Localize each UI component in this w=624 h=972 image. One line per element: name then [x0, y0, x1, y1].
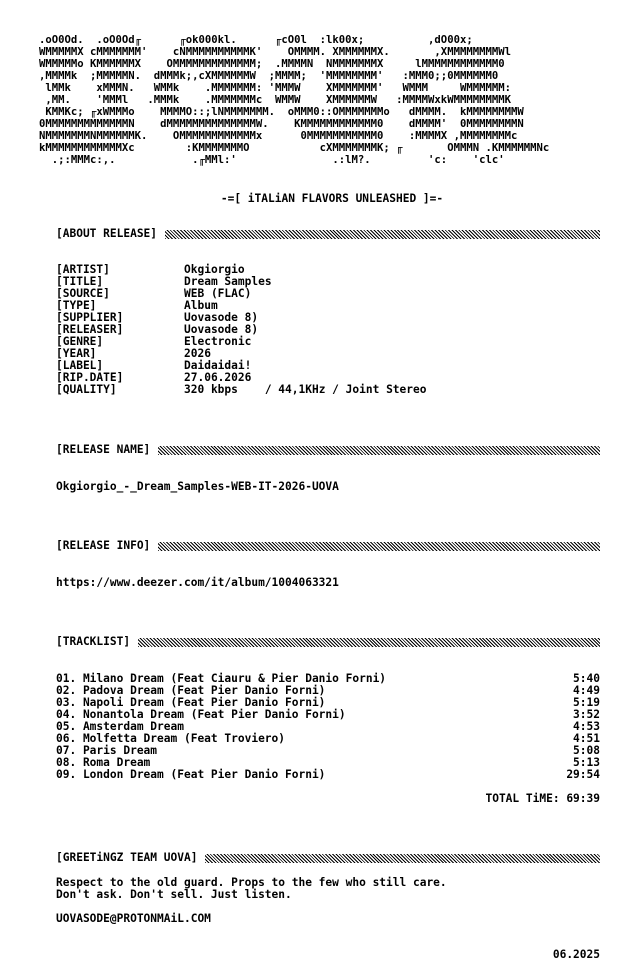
- track-title: 02. Padova Dream (Feat Pier Danio Forni): [56, 684, 326, 697]
- about-key: [RELEASER]: [56, 323, 124, 336]
- contact-email[interactable]: UOVASODE@PROTONMAiL.COM: [56, 912, 211, 925]
- about-key: [SUPPLIER]: [56, 311, 124, 324]
- greetings-header: [56, 852, 600, 864]
- about-key: [QUALITY]: [56, 383, 117, 396]
- header-hatch-divider: [165, 230, 600, 239]
- release-name-header: [56, 444, 600, 456]
- track-title: 01. Milano Dream (Feat Ciauru & Pier Danio Forni): [56, 672, 387, 685]
- about-value: 320 kbps / 44,1KHz / Joint Stereo: [184, 383, 427, 396]
- about-value: 2026: [184, 347, 211, 360]
- track-duration: 4:51: [573, 732, 600, 745]
- track-title: 08. Roma Dream: [56, 756, 151, 769]
- header-hatch-divider: [158, 446, 600, 455]
- track-title: 07. Paris Dream: [56, 744, 158, 757]
- about-key: [TYPE]: [56, 299, 97, 312]
- track-duration: 4:53: [573, 720, 600, 733]
- about-value: Daidaidai!: [184, 359, 252, 372]
- about-value: Electronic: [184, 335, 252, 348]
- track-duration: 4:49: [573, 684, 600, 697]
- total-time-value: 69:39: [566, 792, 600, 805]
- greetings-line: Don't ask. Don't sell. Just listen.: [56, 888, 292, 901]
- about-key: [RIP.DATE]: [56, 371, 124, 384]
- header-hatch-divider: [138, 638, 600, 647]
- greetings-line: Respect to the old guard. Props to the few who still care.: [56, 876, 447, 889]
- total-time-label: TOTAL TiME:: [485, 792, 560, 805]
- track-duration: 29:54: [566, 768, 600, 781]
- track-title: 09. London Dream (Feat Pier Danio Forni): [56, 768, 326, 781]
- about-value: WEB (FLAC): [184, 287, 252, 300]
- track-duration: 5:19: [573, 696, 600, 709]
- about-key: [YEAR]: [56, 347, 97, 360]
- release-name-label: [RELEASE NAME]: [56, 443, 151, 456]
- footer-date: 06.2025: [552, 948, 600, 961]
- about-key: [SOURCE]: [56, 287, 110, 300]
- about-release-header: [56, 228, 600, 240]
- about-value: Uovasode 8): [184, 311, 259, 324]
- release-info-header: [56, 540, 600, 552]
- about-row-genre: [56, 336, 426, 348]
- greetings-text: [56, 877, 447, 901]
- header-hatch-divider: [205, 854, 600, 863]
- about-release-table: [56, 264, 426, 396]
- total-time: [485, 793, 600, 805]
- header-hatch-divider: [158, 542, 600, 551]
- ascii-art-logo: .oO0Od. .oO0Od╓ ╓ok000kl. ╓cO0l :lk00x; ,dO00x; WMMMMMX cMMMMMMM' cNMMMMMMMMMMK' OMMMM. XMMMMMMX. ,XMMMMMMMMWl WMMMMMo KMMMMMMX OMMMMMMMMMMMMM; .MMMMN NMMMMMMMX lMMMMMMMMMMMM0 ,MMMMk ;MMMMMN. dMMMk;,cXMMMMMMW ;MMMM; 'MMMMMMMM' :MMM0;;0MMMMMM0 lMMk xMMMN. WMMk .MMMMMMM: 'MMMW XMMMMMMM' WMMM WMMMMMM: ,MM. 'MMMl .MMMk .MMMMMMMc WMMW XMMMMMMW :MMMMWxkWMMMMMMMMK KMMKc; ╓xWMMMo MMMMO::;lNMMMMMMM. oMMM0::OMMMMMMMo dMMMM. kMMMMMMMMW 0MMMMMMMMMMMMMN dMMMMMMMMMMMMMMW. KMMMMMMMMMMMM0 dMMMM' 0MMMMMMMMN NMMMMMMMNMMMMMMK. OMMMMMMMMMMMMx 0MMMMMMMMMMM0 :MMMMX ,MMMMMMMMc kMMMMMMMMMMMMXc :KMMMMMMMO cXMMMMMMMK; ╓ OMMMN .KMMMMMMNc .;:MMMc:,. .╓MMl:' .:lM?. 'c: 'clc': [39, 34, 550, 166]
- release-name-value: Okgiorgio_-_Dream_Samples-WEB-IT-2026-UOVA: [56, 480, 339, 493]
- track-duration: 5:40: [573, 672, 600, 685]
- about-key: [GENRE]: [56, 335, 104, 348]
- about-value: Album: [184, 299, 218, 312]
- track-duration: 5:08: [573, 744, 600, 757]
- track-title: 06. Molfetta Dream (Feat Troviero): [56, 732, 286, 745]
- about-value: Dream Samples: [184, 275, 272, 288]
- about-release-label: [ABOUT RELEASE]: [56, 227, 158, 240]
- release-info-url[interactable]: https://www.deezer.com/it/album/1004063321: [56, 576, 339, 589]
- tracklist: [56, 673, 600, 781]
- about-key: [TITLE]: [56, 275, 104, 288]
- release-info-label: [RELEASE INFO]: [56, 539, 151, 552]
- about-key: [ARTIST]: [56, 263, 110, 276]
- tracklist-label: [TRACKLIST]: [56, 635, 131, 648]
- track-title: 05. Amsterdam Dream: [56, 720, 184, 733]
- about-value: Okgiorgio: [184, 263, 245, 276]
- about-value: 27.06.2026: [184, 371, 252, 384]
- track-title: 04. Nonantola Dream (Feat Pier Danio Forni): [56, 708, 346, 721]
- track-row: [56, 769, 600, 781]
- tagline: -=[ iTALiAN FLAVORS UNLEASHED ]=-: [220, 192, 444, 205]
- track-duration: 3:52: [573, 708, 600, 721]
- greetings-label: [GREETiNGZ TEAM UOVA]: [56, 851, 198, 864]
- about-key: [LABEL]: [56, 359, 104, 372]
- about-row-quality: [56, 384, 426, 396]
- tracklist-header: [56, 636, 600, 648]
- about-value: Uovasode 8): [184, 323, 259, 336]
- track-duration: 5:13: [573, 756, 600, 769]
- track-title: 03. Napoli Dream (Feat Pier Danio Forni): [56, 696, 326, 709]
- about-row-source: [56, 288, 426, 300]
